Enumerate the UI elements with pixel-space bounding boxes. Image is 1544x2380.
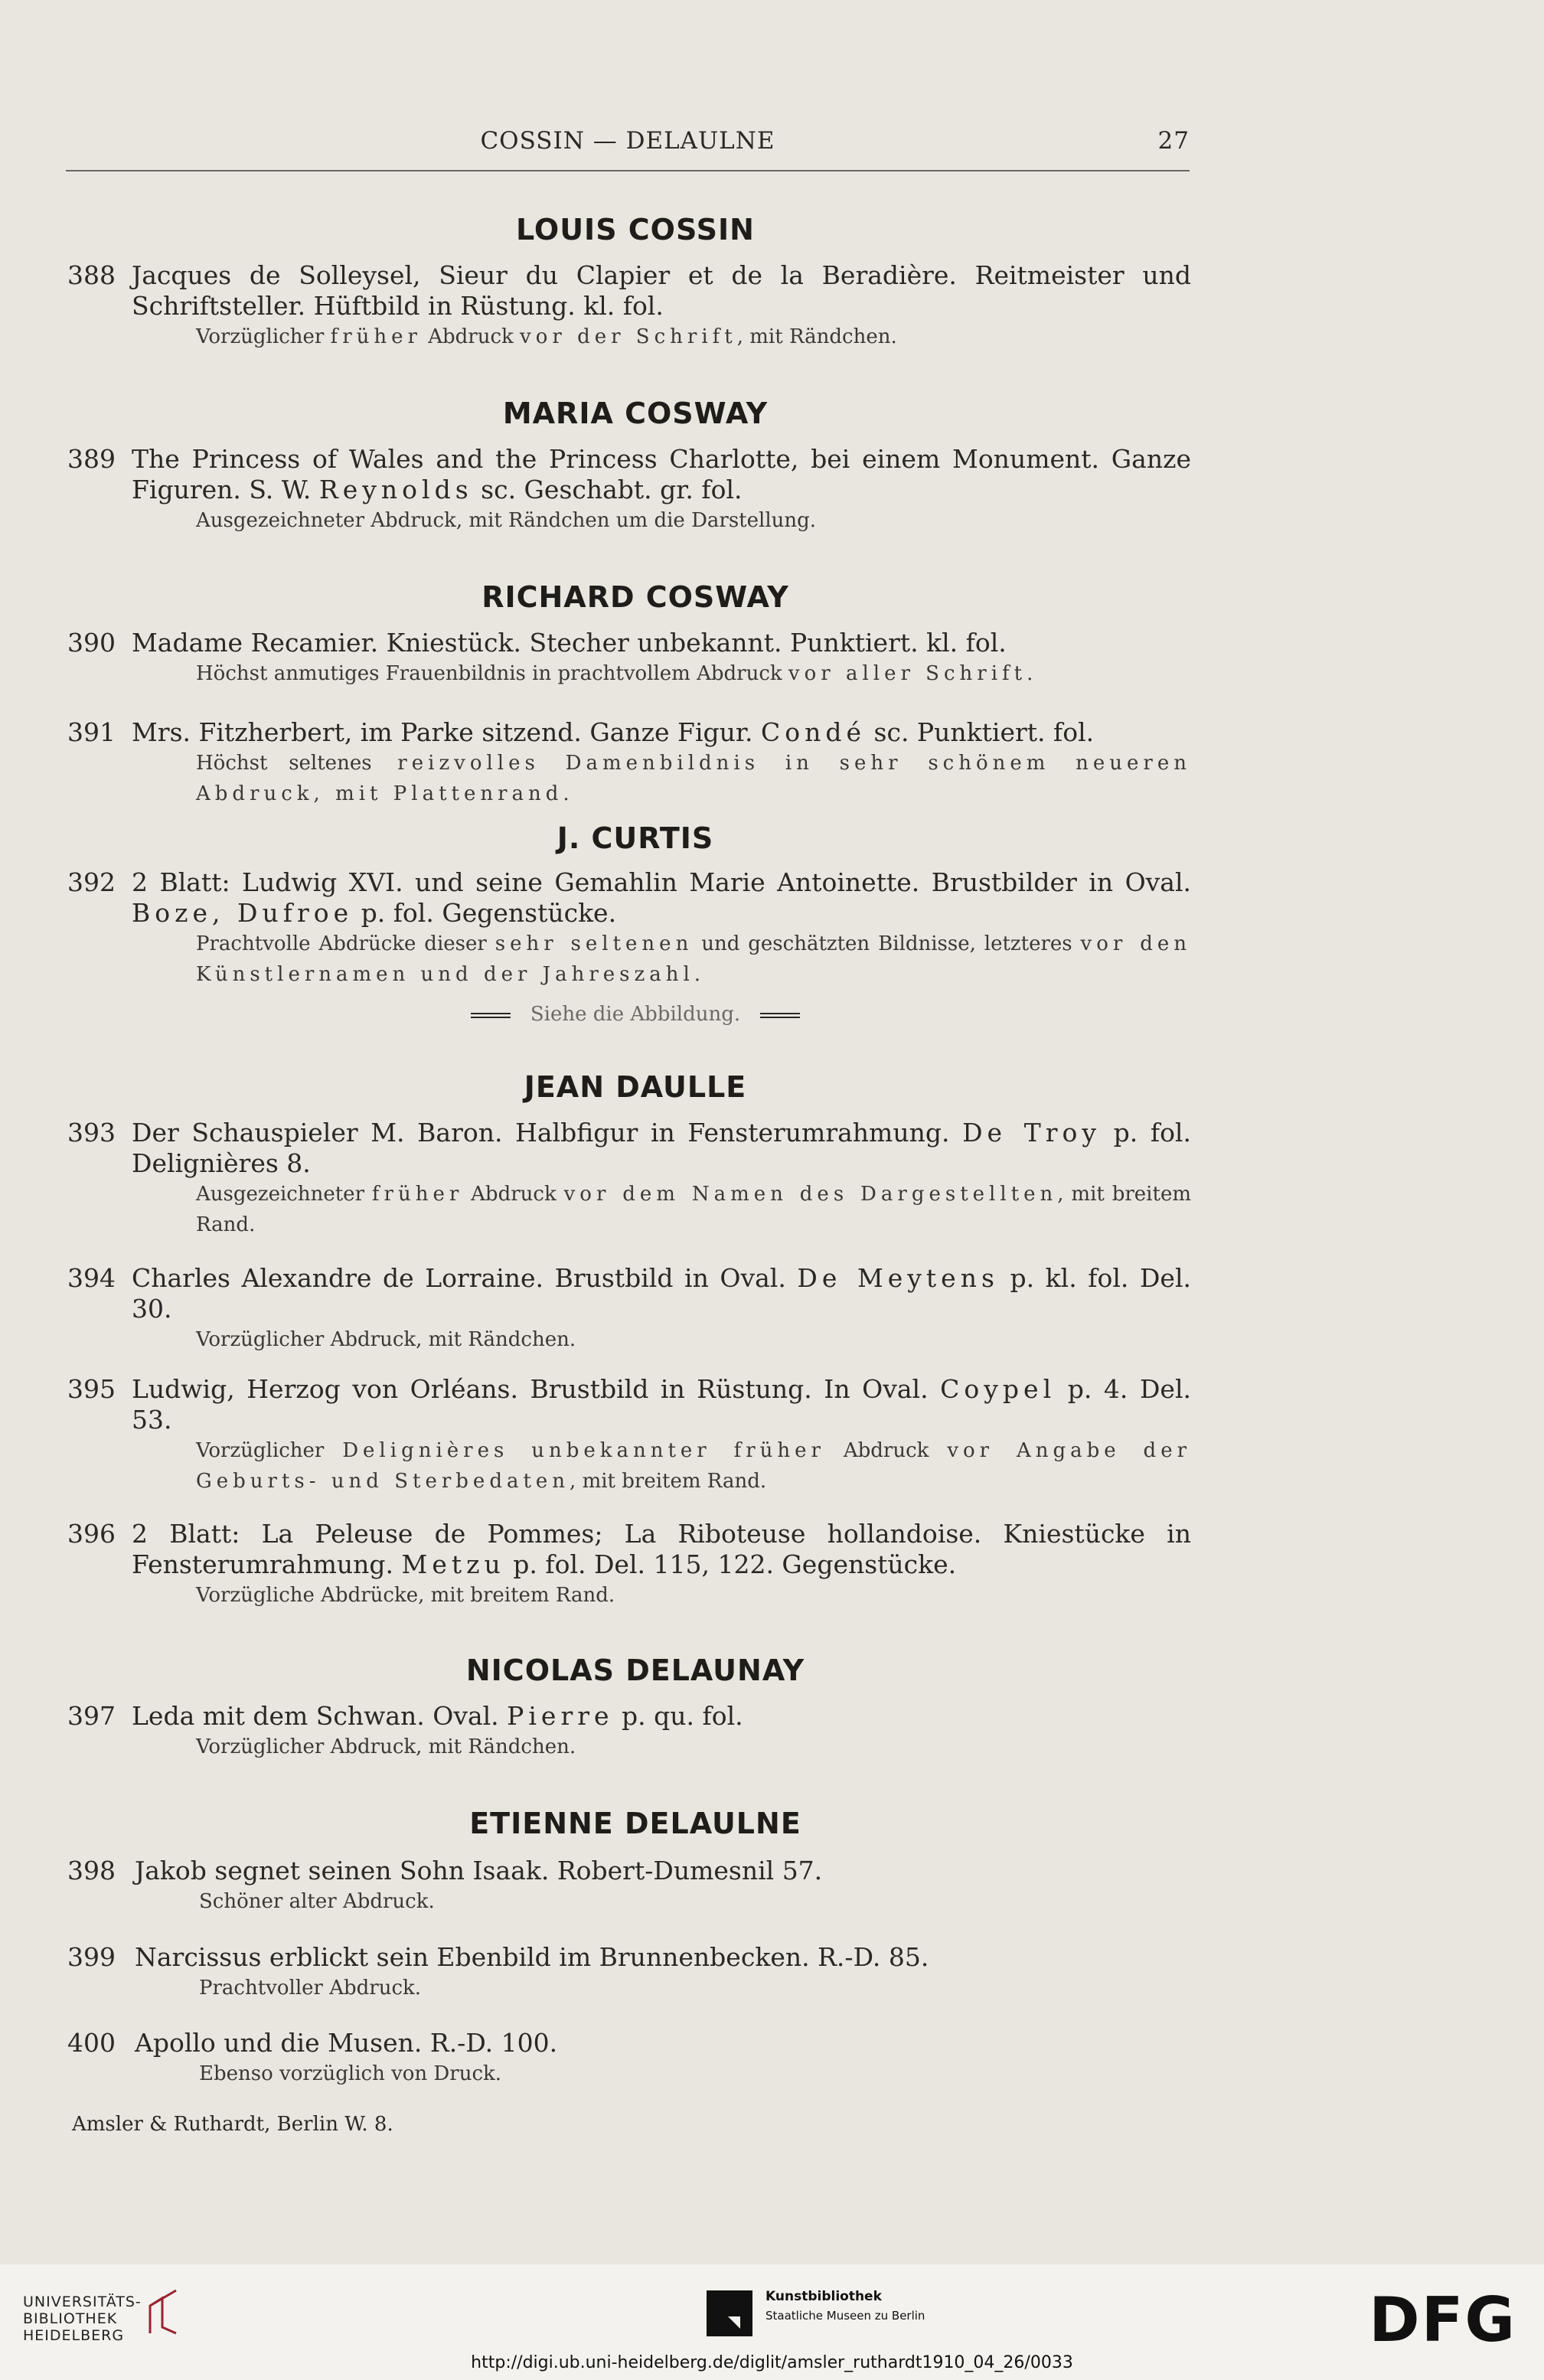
entry-description-text: sc. Punktiert. fol.: [866, 717, 1095, 747]
entry-note-text: Delignières unbekannter früher: [342, 1439, 825, 1462]
entry-note-text: vor dem Namen des Dargestellten: [563, 1183, 1058, 1206]
entry-number: 390: [67, 628, 116, 658]
entry-description-text: p. fol. Delignières 8.: [132, 1118, 1191, 1178]
kunstbibliothek-logo-icon: [707, 2290, 752, 2336]
entry-note-text: Vorzügliche Abdrücke, mit breitem Rand.: [196, 1584, 615, 1607]
entry-note-text: Prachtvolle Abdrücke dieser: [196, 932, 495, 955]
entry-description: [132, 260, 1191, 322]
entry-description-text: Jakob segnet seinen Sohn Isaak. Robert-Dumesnil 57.: [135, 1856, 823, 1885]
entry-description: [132, 444, 1191, 505]
entry-note: [196, 658, 1191, 689]
entry-description-text: Boze, Dufroe: [132, 898, 354, 928]
entry-description-text: Narcissus erblickt sein Ebenbild im Brunnenbecken. R.-D. 85.: [135, 1942, 929, 1972]
entry-note-text: früher: [371, 1183, 464, 1206]
entry-description-text: p. 4. Del. 53.: [132, 1374, 1191, 1435]
double-rule-right: [760, 1013, 800, 1018]
entry-note-text: vor Angabe der Geburts- und Sterbedaten: [196, 1439, 1192, 1493]
entry-description-text: Jacques de Solleysel, Sieur du Clapier et de la Beradière. Reitmeister und Schriftsteller. Hüftbild in Rüstung. kl. fol.: [132, 260, 1191, 321]
entry-description-text: Condé: [761, 717, 867, 747]
entry-note-text: vor der Schrift: [520, 325, 737, 348]
catalogue-entry: [67, 1118, 1191, 1240]
entry-note-text: Vorzüglicher: [196, 1439, 343, 1462]
section-heading: ETIENNE DELAULNE: [469, 1807, 801, 1840]
kunstbibliothek-name: Kunstbibliothek: [765, 2289, 882, 2304]
entry-note: [199, 1973, 1191, 2003]
catalogue-entry: [67, 2028, 1191, 2089]
entry-number: 391: [67, 717, 116, 747]
entry-number: 399: [67, 1942, 116, 1972]
digitization-footer: [0, 2264, 1544, 2380]
section-heading: RICHARD COSWAY: [481, 580, 789, 614]
entry-note-text: Prachtvoller Abdruck.: [199, 1977, 422, 2000]
entry-description-text: p. fol. Gegenstücke.: [353, 898, 617, 928]
entry-note-text: und geschätzten Bildnisse, letzteres: [693, 932, 1081, 955]
entry-description-text: 2 Blatt: La Peleuse de Pommes; La Riboteuse hollandoise. Kniestücke in Fensterumrahmung.: [132, 1519, 1191, 1579]
entry-note: [196, 1580, 1191, 1611]
illustration-note-text: Siehe die Abbildung.: [530, 1003, 741, 1026]
section-heading: NICOLAS DELAUNAY: [465, 1654, 805, 1687]
entry-note-text: Höchst seltenes: [196, 752, 372, 775]
entry-description: [135, 2028, 1191, 2058]
entry-note-text: sehr seltenen: [495, 932, 694, 955]
library-line: BIBLIOTHEK: [23, 2310, 118, 2327]
library-emblem-icon: [142, 2287, 182, 2336]
entry-description-text: Apollo und die Musen. R.-D. 100.: [135, 2028, 558, 2058]
entry-description-text: Leda mit dem Schwan. Oval.: [132, 1701, 508, 1731]
entry-note-text: früher: [330, 325, 422, 348]
entry-description: [132, 1519, 1191, 1580]
entry-description-text: Der Schauspieler M. Baron. Halbfigur in Fensterumrahmung.: [132, 1118, 963, 1148]
entry-note-text: Schöner alter Abdruck.: [199, 1890, 435, 1913]
entry-note: [196, 505, 1191, 536]
catalogue-entry: [67, 1263, 1191, 1355]
entry-number: 400: [67, 2028, 116, 2058]
entry-number: 388: [67, 260, 116, 290]
section-heading: J. CURTIS: [557, 821, 714, 855]
entry-description-text: De Troy: [962, 1118, 1101, 1148]
entry-number: 392: [67, 867, 116, 897]
entry-note-text: Ausgezeichneter: [196, 1183, 372, 1206]
running-title: COSSIN — DELAULNE: [480, 127, 775, 155]
double-rule-left: [471, 1013, 511, 1018]
section-heading: MARIA COSWAY: [502, 397, 769, 430]
catalogue-entry: [67, 1701, 1191, 1762]
catalogue-entry: [67, 867, 1191, 990]
entry-description-text: Charles Alexandre de Lorraine. Brustbild in Oval.: [132, 1263, 798, 1293]
entry-note-text: Abdruck: [421, 325, 521, 348]
entry-description-text: The Princess of Wales and the Princess Charlotte, bei einem Monument. Ganze Figuren. S. W.: [132, 444, 1191, 504]
entry-description: [132, 867, 1191, 929]
entry-note-text: Abdruck: [463, 1183, 564, 1206]
catalogue-entry: [67, 260, 1191, 352]
catalogue-entry: [67, 1519, 1191, 1611]
entry-number: 389: [67, 444, 116, 474]
entry-description: [132, 1701, 1191, 1732]
entry-description-text: Ludwig, Herzog von Orléans. Brustbild in Rüstung. In Oval.: [132, 1374, 941, 1404]
entry-note-text: Vorzüglicher: [196, 325, 331, 348]
entry-note-text: Vorzüglicher Abdruck, mit Rändchen.: [196, 1328, 576, 1351]
section-heading: LOUIS COSSIN: [516, 213, 755, 246]
entry-note-text: .: [1027, 662, 1033, 685]
entry-note: [196, 1732, 1191, 1762]
catalogue-entry: [67, 1942, 1191, 2003]
entry-note: [196, 1435, 1191, 1497]
entry-note-text: , mit breitem Rand.: [196, 1183, 1191, 1236]
section-heading: JEAN DAULLE: [524, 1070, 747, 1104]
entry-description-text: 2 Blatt: Ludwig XVI. und seine Gemahlin Marie Antoinette. Brustbilder in Oval.: [132, 867, 1191, 897]
library-line: UNIVERSITÄTS-: [23, 2293, 142, 2310]
entry-note-text: Höchst anmutiges Frauenbildnis in prachtvollem Abdruck: [196, 662, 788, 685]
entry-description: [132, 717, 1191, 748]
entry-note-text: Ausgezeichneter Abdruck, mit Rändchen um die Darstellung.: [196, 509, 817, 532]
catalogue-entry: [67, 717, 1191, 809]
entry-note: [199, 1886, 1191, 1917]
entry-number: 394: [67, 1263, 116, 1293]
entry-description: [132, 628, 1191, 658]
entry-number: 397: [67, 1701, 116, 1731]
entry-description: [132, 1374, 1191, 1435]
entry-description-text: Coypel: [940, 1374, 1056, 1404]
entry-number: 393: [67, 1118, 116, 1148]
entry-note: [196, 929, 1191, 990]
catalogue-entry: [67, 1374, 1191, 1497]
entry-note-text: Ebenso vorzüglich von Druck.: [199, 2062, 502, 2085]
entry-description-text: sc. Geschabt. gr. fol.: [472, 475, 743, 504]
entry-description-text: p. kl. fol. Del. 30.: [132, 1263, 1191, 1324]
library-line: HEIDELBERG: [23, 2327, 125, 2344]
entry-description-text: Pierre: [507, 1701, 614, 1731]
catalogue-entry: [67, 444, 1191, 536]
entry-note: [196, 748, 1191, 809]
entry-note: [199, 2058, 1191, 2089]
entry-note-text: .: [694, 963, 701, 986]
entry-number: 398: [67, 1856, 116, 1885]
entry-description-text: De Meytens: [797, 1263, 999, 1293]
page-number: 27: [1157, 127, 1190, 155]
entry-description: [135, 1942, 1191, 1973]
kunstbibliothek-subtitle: Staatliche Museen zu Berlin: [765, 2309, 925, 2323]
entry-note-text: , mit breitem Rand.: [570, 1470, 767, 1493]
entry-note-text: vor den Künstlernamen und der Jahreszahl: [196, 932, 1192, 986]
entry-note-text: , mit Rändchen.: [736, 325, 897, 348]
entry-note-text: Vorzüglicher Abdruck, mit Rändchen.: [196, 1735, 576, 1758]
entry-number: 396: [67, 1519, 116, 1549]
dfg-logo: DFG: [1369, 2284, 1516, 2356]
entry-description-text: Madame Recamier. Kniestück. Stecher unbekannt. Punktiert. kl. fol.: [132, 628, 1007, 658]
entry-number: 395: [67, 1374, 116, 1404]
entry-description-text: p. fol. Del. 115, 122. Gegenstücke.: [504, 1549, 957, 1579]
entry-description: [135, 1856, 1191, 1886]
running-header: [66, 124, 1190, 171]
entry-description: [132, 1263, 1191, 1324]
entry-description-text: Reynolds: [318, 475, 473, 504]
entry-description-text: Metzu: [401, 1549, 505, 1579]
illustration-note: [0, 1003, 1271, 1026]
printer-imprint: Amsler & Ruthardt, Berlin W. 8.: [72, 2113, 393, 2136]
source-url: http://digi.ub.uni-heidelberg.de/diglit/amsler_ruthardt1910_04_26/0033: [471, 2353, 1073, 2372]
entry-note-text: reizvolles Damenbildnis in sehr schönem neueren Abdruck, mit Plattenrand.: [196, 752, 1191, 805]
entry-note: [196, 1324, 1191, 1355]
catalogue-entry: [67, 628, 1191, 689]
entry-note-text: vor aller Schrift: [788, 662, 1027, 685]
entry-description-text: Mrs. Fitzherbert, im Parke sitzend. Ganze Figur.: [132, 717, 762, 747]
university-library-logo: [23, 2293, 142, 2344]
entry-note: [196, 322, 1191, 352]
catalogue-entry: [67, 1856, 1191, 1917]
entry-note: [196, 1179, 1191, 1240]
entry-description: [132, 1118, 1191, 1179]
entry-note-text: Abdruck: [824, 1439, 948, 1462]
entry-description-text: p. qu. fol.: [613, 1701, 743, 1731]
